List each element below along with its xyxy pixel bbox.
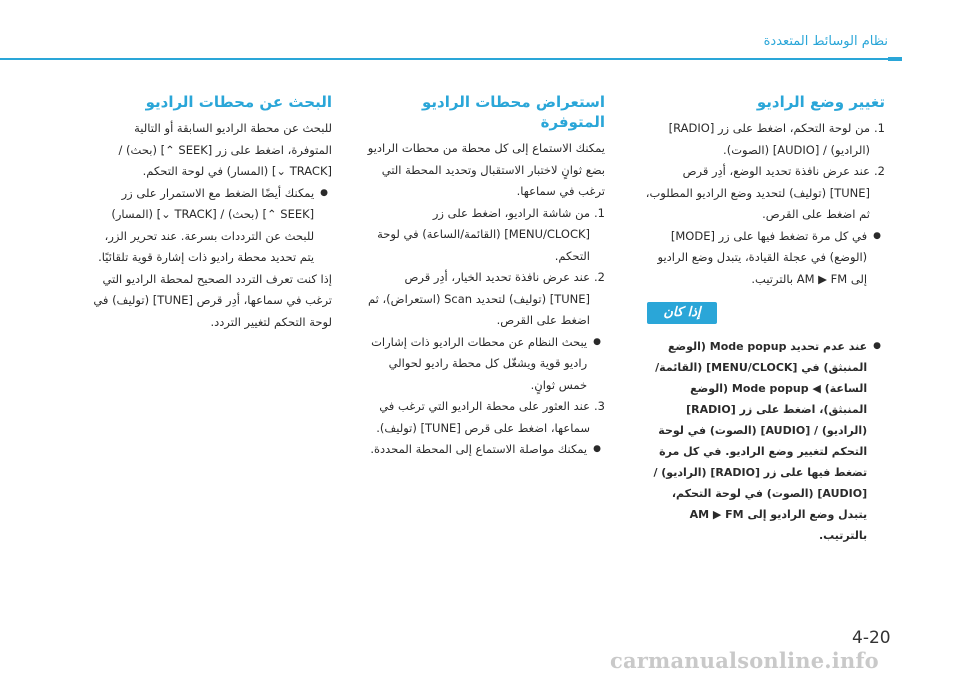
step-text: من لوحة التحكم، اضغط على زر [RADIO] (الراديو) / [AUDIO] (الصوت). bbox=[668, 121, 871, 157]
bullet-icon: ● bbox=[873, 230, 881, 241]
watermark: carmanualsonline.info bbox=[610, 648, 879, 673]
note-item bbox=[645, 336, 885, 546]
bullet-text: في كل مرة تضغط فيها على زر [MODE] (الوضع) في عجلة القيادة، يتبدل وضع الراديو إلى AM ▶ FM بالترتيب. bbox=[657, 228, 868, 286]
step-3 bbox=[365, 396, 605, 439]
bullet-text: يمكنك مواصلة الاستماع إلى المحطة المحددة. bbox=[370, 442, 588, 456]
note-badge: إذا كان bbox=[647, 302, 717, 324]
list-item bbox=[365, 332, 605, 397]
step-1 bbox=[645, 118, 885, 161]
section-title-scan: استعراض محطات الراديو المتوفرة bbox=[422, 93, 605, 131]
step-1 bbox=[365, 203, 605, 268]
step-2 bbox=[365, 267, 605, 332]
paragraph: إذا كنت تعرف التردد الصحيح لمحطة الراديو التي ترغب في سماعها، أدِر قرص [TUNE] (توليف) في لوحة التحكم لتغيير التردد. bbox=[93, 271, 332, 329]
step-text: عند العثور على محطة الراديو التي ترغب في سماعها، اضغط على قرص [TUNE] (توليف). bbox=[376, 399, 591, 435]
page-number: 4-20 bbox=[852, 628, 891, 648]
step-number: 2. bbox=[874, 164, 885, 178]
column-search-stations bbox=[92, 92, 332, 333]
column-change-radio-mode bbox=[645, 92, 885, 546]
section-header-title: نظام الوسائط المتعددة bbox=[763, 34, 888, 49]
step-text: عند عرض نافذة تحديد الخيار، أدِر قرص [TUNE] (توليف) لتحديد Scan (استعراض)، ثم اضغط على القرص. bbox=[367, 270, 591, 327]
bullet-icon: ● bbox=[593, 444, 601, 454]
step-number: 1. bbox=[594, 205, 605, 220]
step-number: 1. bbox=[874, 121, 885, 135]
header-rule bbox=[0, 58, 888, 60]
paragraph: للبحث عن محطة الراديو السابقة أو التالية المتوفرة، اضغط على زر [SEEK ⌃] (بحث) / [TRACK ⌄] (المسار) في لوحة التحكم. bbox=[118, 121, 332, 178]
step-text: من شاشة الراديو، اضغط على زر [MENU/CLOCK] (القائمة/الساعة) في لوحة التحكم. bbox=[377, 205, 591, 263]
note-text: عند عدم تحديد Mode popup (الوضع المنبثق) في [MENU/CLOCK] (القائمة/الساعة) ◀ Mode popup (الوضع المنبثق)، اضغط على زر [RADIO] (الراديو) / [AUDIO] (الصوت) في لوحة التحكم لتغيير وضع الراديو. في كل مرة تضغط فيها على زر [RADIO] (الراديو) / [AUDIO] (الصوت) في لوحة التحكم، يتبدل وضع الراديو إلى AM ▶ FM بالترتيب. bbox=[653, 340, 868, 542]
bullet-text: يمكنك أيضًا الضغط مع الاستمرار على زر [SEEK ⌃] (بحث) / [TRACK ⌄] (المسار) للبحث عن الترددات بسرعة. عند تحرير الزر، يتم تحديد محطة راديو ذات إشارة قوية تلقائيًا. bbox=[98, 185, 315, 264]
bullet-icon: ● bbox=[320, 187, 328, 198]
step-2 bbox=[645, 161, 885, 226]
section-title-search: البحث عن محطات الراديو bbox=[145, 93, 332, 111]
section-title-change-mode: تغيير وضع الراديو bbox=[756, 93, 885, 111]
list-item bbox=[645, 226, 885, 291]
intro-paragraph: يمكنك الاستماع إلى كل محطة من محطات الراديو بضع ثوانٍ لاختبار الاستقبال وتحديد المحطة التي ترغب في سماعها. bbox=[367, 141, 605, 198]
list-item bbox=[365, 439, 605, 461]
bullet-icon: ● bbox=[873, 341, 881, 351]
step-number: 2. bbox=[594, 270, 605, 284]
step-number: 3. bbox=[594, 399, 605, 413]
step-text: عند عرض نافذة تحديد الوضع، أدِر قرص [TUNE] (توليف) لتحديد وضع الراديو المطلوب، ثم اضغط على القرص. bbox=[645, 164, 871, 221]
bullet-text: يبحث النظام عن محطات الراديو ذات إشارات راديو قوية ويشغّل كل محطة راديو لحوالي خمس ثوانٍ. bbox=[371, 334, 588, 392]
list-item bbox=[92, 183, 332, 269]
column-scan-stations bbox=[365, 92, 605, 461]
bullet-icon: ● bbox=[593, 336, 601, 347]
